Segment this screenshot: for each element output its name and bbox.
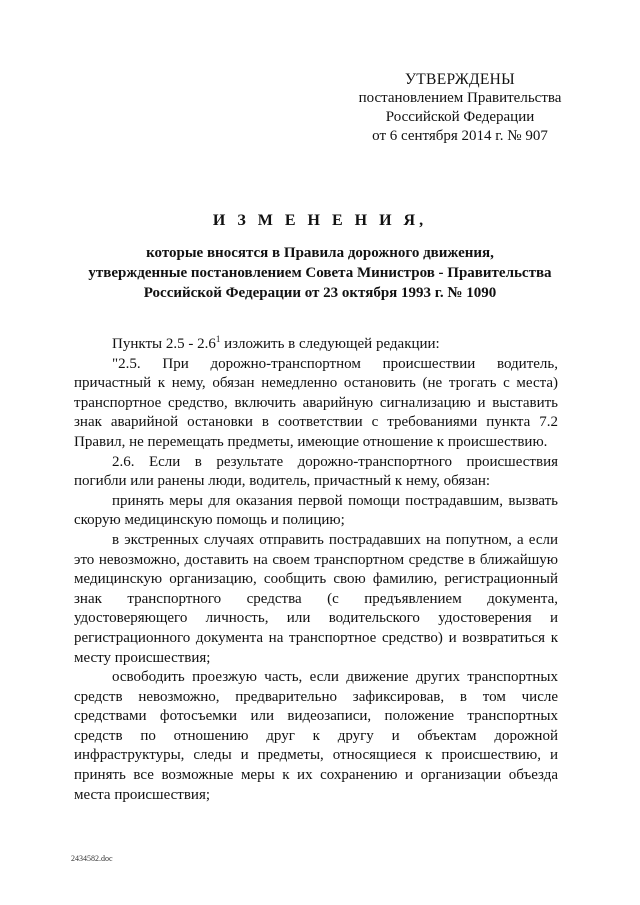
- intro-text-after: изложить в следующей редакции:: [220, 336, 440, 352]
- approval-line-1: постановлением Правительства: [358, 90, 562, 106]
- approval-heading: УТВЕРЖДЕНЫ: [405, 71, 515, 88]
- paragraph-emergency-transport: в экстренных случаях отправить пострадавших на попутном, а если это невозможно, доставить на своем транспортном средстве в ближайшую медицинскую организацию, сообщить свою фамилию, регистрационный знак транспортного средства (с предъявлением документа, удостоверяющего личность, или водительского удостоверения и регистрационного документа на транспортное средство) и возвратиться к месту происшествия;: [74, 531, 558, 666]
- title-subline-2: утвержденные постановлением Совета Министров - Правительства: [88, 265, 552, 281]
- paragraph-2-5-first-line: "2.5. При дорожно-транспортном происшествии водитель,: [112, 355, 558, 372]
- paragraph-2-5-rest: причастный к нему, обязан немедленно остановить (не трогать с места) транспортное средство, включить аварийную сигнализацию и выставить знак аварийной остановки в соответствии с требованиями пункта 7.2 Правил, не перемещать предметы, имеющие отношение к происшествию.: [74, 375, 558, 450]
- intro-superscript: 1: [215, 334, 221, 344]
- document-title: И З М Е Н Е Н И Я,: [212, 212, 428, 229]
- title-subline-3: Российской Федерации от 23 октября 1993 г. № 1090: [143, 285, 497, 301]
- approval-line-2: Российской Федерации: [385, 109, 535, 125]
- paragraph-2-6-rest: погибли или ранены люди, водитель, причастный к нему, обязан:: [74, 473, 491, 490]
- intro-text-before: Пункты 2.5 - 2.6: [112, 336, 216, 352]
- paragraph-first-aid: принять меры для оказания первой помощи пострадавшим, вызвать скорую медицинскую помощь и полицию;: [74, 492, 558, 529]
- document-title-block: [60, 212, 580, 303]
- paragraph-2-6-first-line: 2.6. Если в результате дорожно-транспортного происшествия: [112, 453, 558, 470]
- document-id-footer: 2434582.doc: [71, 854, 113, 863]
- title-subline-1: которые вносятся в Правила дорожного движения,: [146, 245, 494, 261]
- paragraph-clear-roadway: освободить проезжую часть, если движение других транспортных средств невозможно, предварительно зафиксировав, в том числе средствами фотосъемки или видеозаписи, положение транспортных средств по отношению друг к другу и объектам дорожной инфраструктуры, следы и предметы, относящиеся к происшествию, и принять все возможные меры к их сохранению и организации объезда места происшествия;: [74, 669, 558, 803]
- approval-block: [340, 70, 580, 146]
- intro-paragraph: [74, 335, 558, 355]
- document-body: [74, 335, 558, 805]
- approval-line-3: от 6 сентября 2014 г. № 907: [372, 128, 548, 144]
